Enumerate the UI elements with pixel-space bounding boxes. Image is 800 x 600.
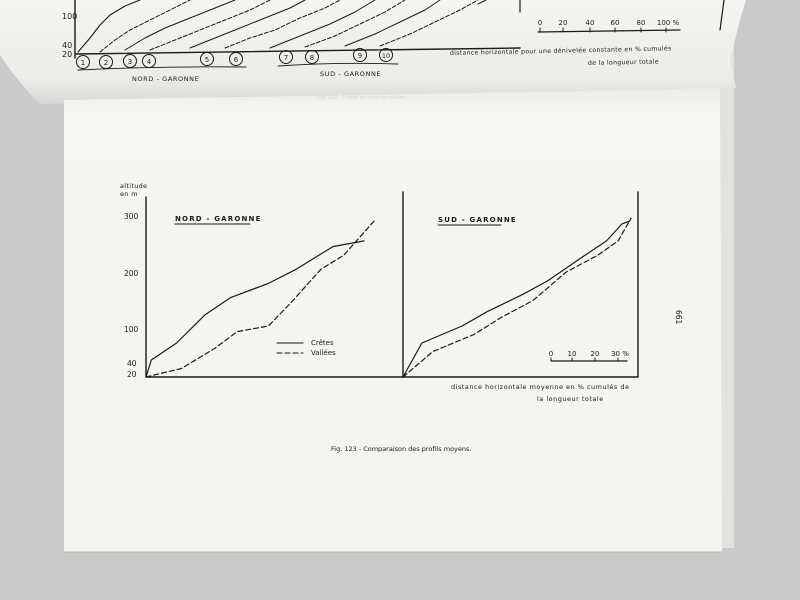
ytick-200: 200 [124, 269, 139, 278]
profile-number-3: 3 [127, 58, 133, 66]
profile-number-10: 10 [381, 52, 391, 60]
scale-label-0: 0 [548, 350, 554, 358]
top-ytick-100: 100 [62, 12, 78, 21]
ytick-100: 100 [124, 325, 139, 334]
page-edge [720, 40, 734, 548]
ytick-300: 300 [124, 212, 139, 221]
profile-number-9: 9 [357, 52, 363, 60]
top-scale-label-100: 100 % [656, 19, 680, 27]
profile-number-8: 8 [309, 54, 315, 62]
top-axis-caption-2: de la longueur totale [587, 58, 659, 67]
group-label-nord: NORD - GARONNE [132, 75, 200, 83]
profile-number-7: 7 [283, 54, 289, 62]
main-page [64, 88, 722, 552]
top-ytick-40: 40 [62, 41, 73, 50]
profile-number-1: 1 [80, 59, 86, 67]
top-ytick-20: 20 [62, 50, 73, 59]
profile-number-2: 2 [103, 59, 109, 67]
scale-label-20: 20 [590, 350, 600, 358]
top-scale-label-40: 40 [585, 19, 595, 27]
profile-number-4: 4 [146, 58, 152, 66]
legend-label-vallees: Vallées [311, 349, 336, 357]
nord-panel-title: NORD - GARONNE [175, 215, 262, 223]
page-number: 661 [674, 310, 683, 325]
top-scale-label-80: 80 [636, 19, 646, 27]
top-scale-label-20: 20 [558, 19, 568, 27]
profile-number-6: 6 [233, 56, 239, 64]
ytick-20: 20 [127, 370, 137, 379]
top-axis-caption-1: distance horizontale pour une dénivelée constante en % cumulés [449, 45, 672, 57]
scale-label-10: 10 [567, 350, 577, 358]
ytick-40: 40 [127, 359, 137, 368]
x-axis-caption-1: distance horizontale moyenne en % cumulés de [451, 383, 630, 391]
top-scale-label-60: 60 [610, 19, 620, 27]
scale-label-30: 30 % [611, 350, 629, 358]
figure-caption: Fig. 123 - Comparaison des profils moyens. [331, 445, 472, 453]
top-faded-caption: Fig. 122 - Profils en long de vallées. [318, 95, 407, 101]
x-axis-caption-2: la longueur totale [537, 395, 604, 403]
top-scale-label-0: 0 [537, 19, 543, 27]
y-axis-title-1: altitude [120, 182, 148, 190]
group-label-sud: SUD - GARONNE [320, 70, 382, 78]
sud-panel-title: SUD - GARONNE [438, 216, 517, 224]
legend-label-cretes: Crêtes [311, 339, 334, 347]
profile-number-5: 5 [204, 56, 210, 64]
y-axis-title-2: en m [120, 190, 138, 198]
